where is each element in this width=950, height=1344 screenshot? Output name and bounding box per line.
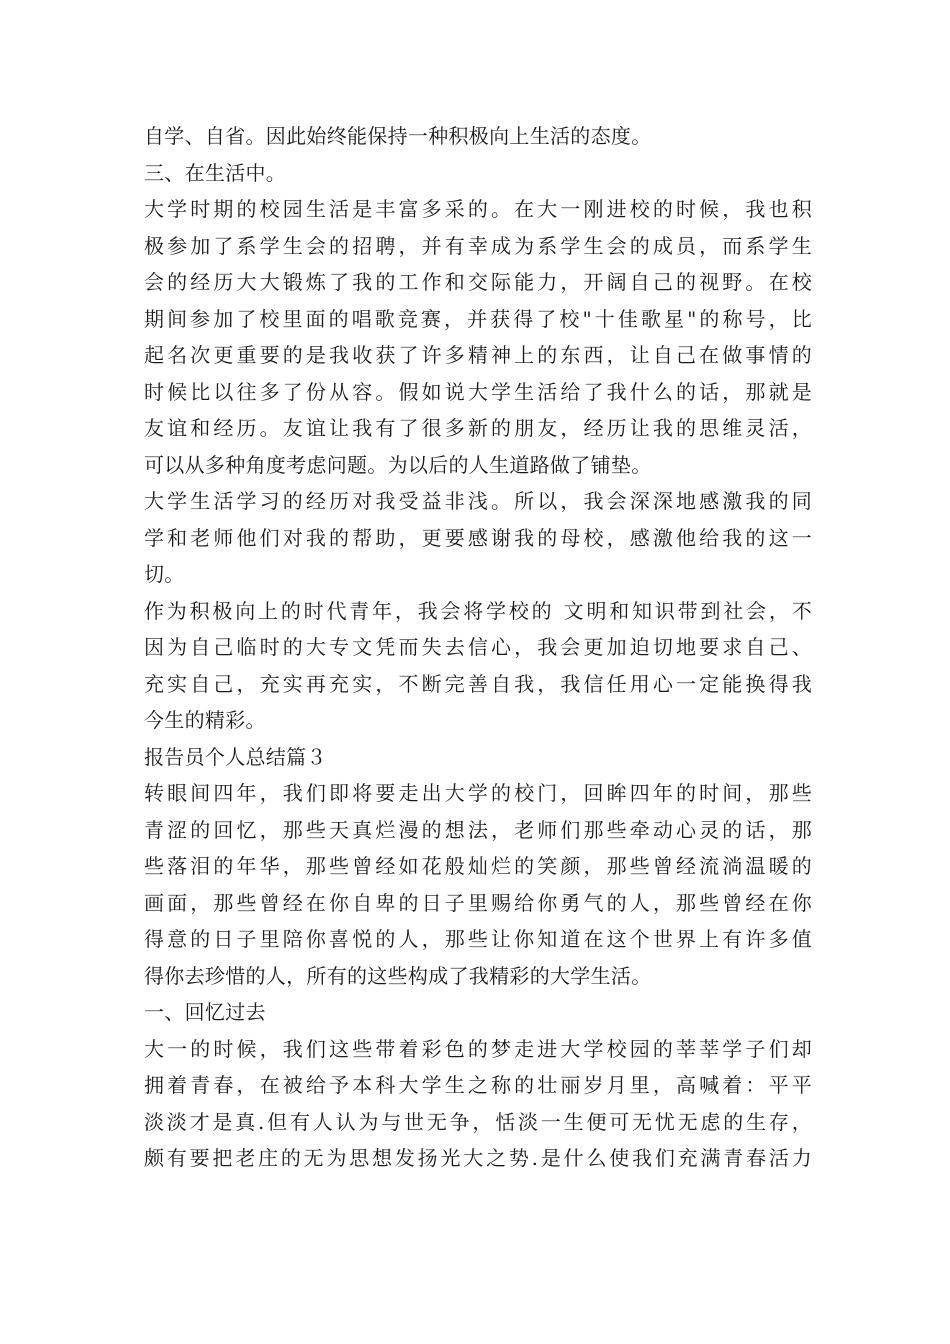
text-line: 起名次更重要的是我收获了许多精神上的东西，让自己在做事情的 bbox=[144, 343, 812, 367]
text-line: 切。 bbox=[144, 562, 185, 586]
text-line: 报告员个人总结篇３ bbox=[144, 744, 327, 769]
text-line: 友谊和经历。友谊让我有了很多新的朋友，经历让我的思维灵活， bbox=[144, 416, 812, 440]
text-line: 得你去珍惜的人，所有的这些构成了我精彩的大学生活。 bbox=[144, 963, 652, 988]
text-line: 因为自己临时的大专文凭而失去信心，我会更加迫切地要求自己、 bbox=[144, 635, 812, 659]
text-line: 作为积极向上的时代青年，我会将学校的 文明和知识带到社会，不 bbox=[144, 598, 812, 623]
text-line: 极参加了系学生会的招聘，并有幸成为系学生会的成员，而系学生 bbox=[144, 233, 812, 258]
text-line: 转眼间四年，我们即将要走出大学的校门，回眸四年的时间，那些 bbox=[144, 781, 812, 805]
text-line: 时候比以往多了份从容。假如说大学生活给了我什么的话，那就是 bbox=[144, 379, 812, 404]
text-line: 大学时期的校园生活是丰富多采的。在大一刚进校的时候，我也积 bbox=[144, 197, 812, 221]
text-line: 得意的日子里陪你喜悦的人，那些让你知道在这个世界上有许多值 bbox=[144, 927, 812, 951]
text-line: 三、在生活中。 bbox=[144, 160, 287, 185]
text-line: 自学、自省。因此始终能保持一种积极向上生活的态度。 bbox=[144, 124, 652, 148]
text-line: 些落泪的年华，那些曾经如花般灿烂的笑颜，那些曾经流淌温暖的 bbox=[144, 854, 812, 878]
text-line: 大学生活学习的经历对我受益非浅。所以，我会深深地感激我的同 bbox=[144, 489, 812, 513]
text-line: 青涩的回忆，那些天真烂漫的想法，老师们那些牵动心灵的话，那 bbox=[144, 817, 812, 842]
text-line: 淡淡才是真.但有人认为与世无争，恬淡一生便可无忧无虑的生存， bbox=[144, 1109, 812, 1134]
text-line: 一、回忆过去 bbox=[144, 1000, 266, 1024]
text-line: 会的经历大大锻炼了我的工作和交际能力，开阔自己的视野。在校 bbox=[144, 270, 812, 294]
text-line: 画面，那些曾经在你自卑的日子里赐给你勇气的人，那些曾经在你 bbox=[144, 890, 812, 915]
text-line: 今生的精彩。 bbox=[144, 708, 266, 732]
text-line: 颇有要把老庄的无为思想发扬光大之势.是什么使我们充满青春活力 bbox=[144, 1146, 812, 1170]
text-line: 期间参加了校里面的唱歌竞赛，并获得了校"十佳歌星"的称号，比 bbox=[144, 306, 812, 331]
text-line: 拥着青春，在被给予本科大学生之称的壮丽岁月里，高喊着：平平 bbox=[144, 1073, 812, 1097]
text-line: 学和老师他们对我的帮助，更要感谢我的母校，感激他给我的这一 bbox=[144, 525, 812, 550]
text-line: 可以从多种角度考虑问题。为以后的人生道路做了铺垫。 bbox=[144, 452, 652, 477]
text-line: 充实自己，充实再充实，不断完善自我，我信任用心一定能换得我 bbox=[144, 671, 812, 696]
document-body-text bbox=[144, 118, 812, 1177]
text-line: 大一的时候，我们这些带着彩色的梦走进大学校园的莘莘学子们却 bbox=[144, 1036, 812, 1061]
